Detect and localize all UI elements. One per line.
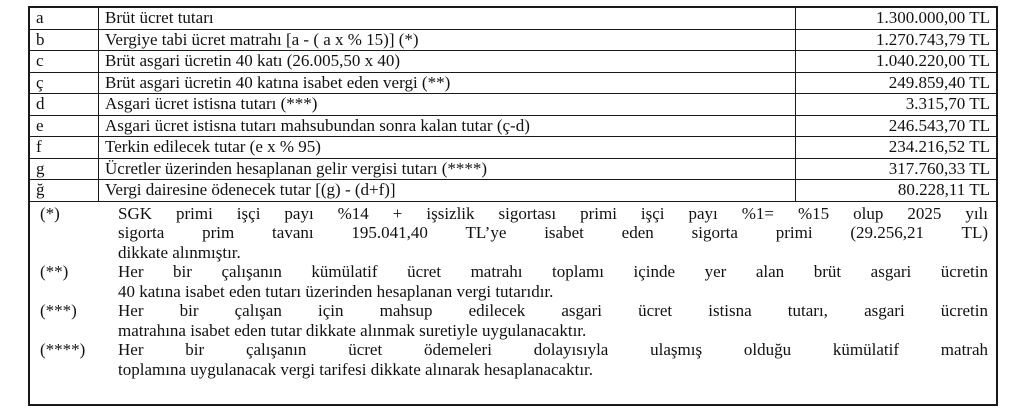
calculation-table-body xyxy=(30,8,996,201)
footnote-text xyxy=(118,301,988,340)
row-amount: 1.270.743,79 TL xyxy=(796,29,997,51)
footnote-text xyxy=(118,262,988,301)
row-amount: 249.859,40 TL xyxy=(796,72,997,94)
row-description: Vergi dairesine ödenecek tutar [(g) - (d+f)] xyxy=(99,180,796,202)
footnote-marker: (*) xyxy=(40,203,60,223)
footnote-line: toplamına uygulanacak vergi tarifesi dikkate alınarak hesaplanacaktır. xyxy=(118,359,594,379)
footnote xyxy=(38,204,988,263)
footnote-line: dikkate alınmıştır. xyxy=(118,242,241,262)
footnote-line: sigorta prim tavanı 195.041,40 TL’ye isabet eden sigorta primi (29.256,21 TL) xyxy=(118,223,988,242)
row-description: Asgari ücret istisna tutarı (***) xyxy=(99,94,796,116)
table-row xyxy=(30,8,996,29)
row-description: Vergiye tabi ücret matrahı [a - ( a x % 15)] (*) xyxy=(99,29,796,51)
row-code: f xyxy=(30,137,99,159)
calculation-document xyxy=(28,6,998,406)
footnote-line: SGK primi işçi payı %14 + işsizlik sigortası primi işçi payı %1= %15 olup 2025 yılı xyxy=(118,203,988,223)
row-amount: 234.216,52 TL xyxy=(796,137,997,159)
footnote-marker: (****) xyxy=(40,340,86,359)
footnote-line: Her bir çalışan için mahsup edilecek asgari ücret istisna tutarı, asgari ücretin xyxy=(118,301,988,320)
footnote-text xyxy=(118,204,988,263)
row-description: Brüt ücret tutarı xyxy=(99,8,796,29)
footnote xyxy=(38,262,988,301)
row-amount: 1.300.000,00 TL xyxy=(796,8,997,29)
footnote-line: 40 katına isabet eden tutarı üzerinden hesaplanan vergi tutarıdır. xyxy=(118,281,554,301)
table-row xyxy=(30,72,996,94)
row-amount: 3.315,70 TL xyxy=(796,94,997,116)
row-code: a xyxy=(30,8,99,29)
row-description: Terkin edilecek tutar (e x % 95) xyxy=(99,137,796,159)
row-code: b xyxy=(30,29,99,51)
table-row xyxy=(30,94,996,116)
row-code: d xyxy=(30,94,99,116)
footnote-line: Her bir çalışanın ücret ödemeleri dolayısıyla ulaşmış olduğu kümülatif matrah xyxy=(118,340,988,359)
footnote-text xyxy=(118,340,988,379)
footnote-marker: (***) xyxy=(40,301,77,320)
row-description: Brüt asgari ücretin 40 katı (26.005,50 x 40) xyxy=(99,51,796,73)
table-row xyxy=(30,29,996,51)
table-row xyxy=(30,115,996,137)
row-code: e xyxy=(30,115,99,137)
footnote xyxy=(38,340,988,379)
table-row xyxy=(30,51,996,73)
footnote-marker: (**) xyxy=(40,262,69,281)
footnote-line: Her bir çalışanın kümülatif ücret matrahı toplamı içinde yer alan brüt asgari ücretin xyxy=(118,262,988,281)
table-row xyxy=(30,180,996,202)
row-description: Asgari ücret istisna tutarı mahsubundan sonra kalan tutar (ç-d) xyxy=(99,115,796,137)
row-code: g xyxy=(30,158,99,180)
footnote xyxy=(38,301,988,340)
row-amount: 246.543,70 TL xyxy=(796,115,997,137)
row-code: ç xyxy=(30,72,99,94)
row-description: Brüt asgari ücretin 40 katına isabet eden vergi (**) xyxy=(99,72,796,94)
row-amount: 1.040.220,00 TL xyxy=(796,51,997,73)
row-code: c xyxy=(30,51,99,73)
row-code: ğ xyxy=(30,180,99,202)
row-amount: 80.228,11 TL xyxy=(796,180,997,202)
table-row xyxy=(30,137,996,159)
row-description: Ücretler üzerinden hesaplanan gelir vergisi tutarı (****) xyxy=(99,158,796,180)
footnote-line: matrahına isabet eden tutar dikkate alınmak suretiyle uygulanacaktır. xyxy=(118,320,587,340)
table-row xyxy=(30,158,996,180)
footnotes xyxy=(30,202,996,380)
calculation-table xyxy=(30,8,996,202)
row-amount: 317.760,33 TL xyxy=(796,158,997,180)
